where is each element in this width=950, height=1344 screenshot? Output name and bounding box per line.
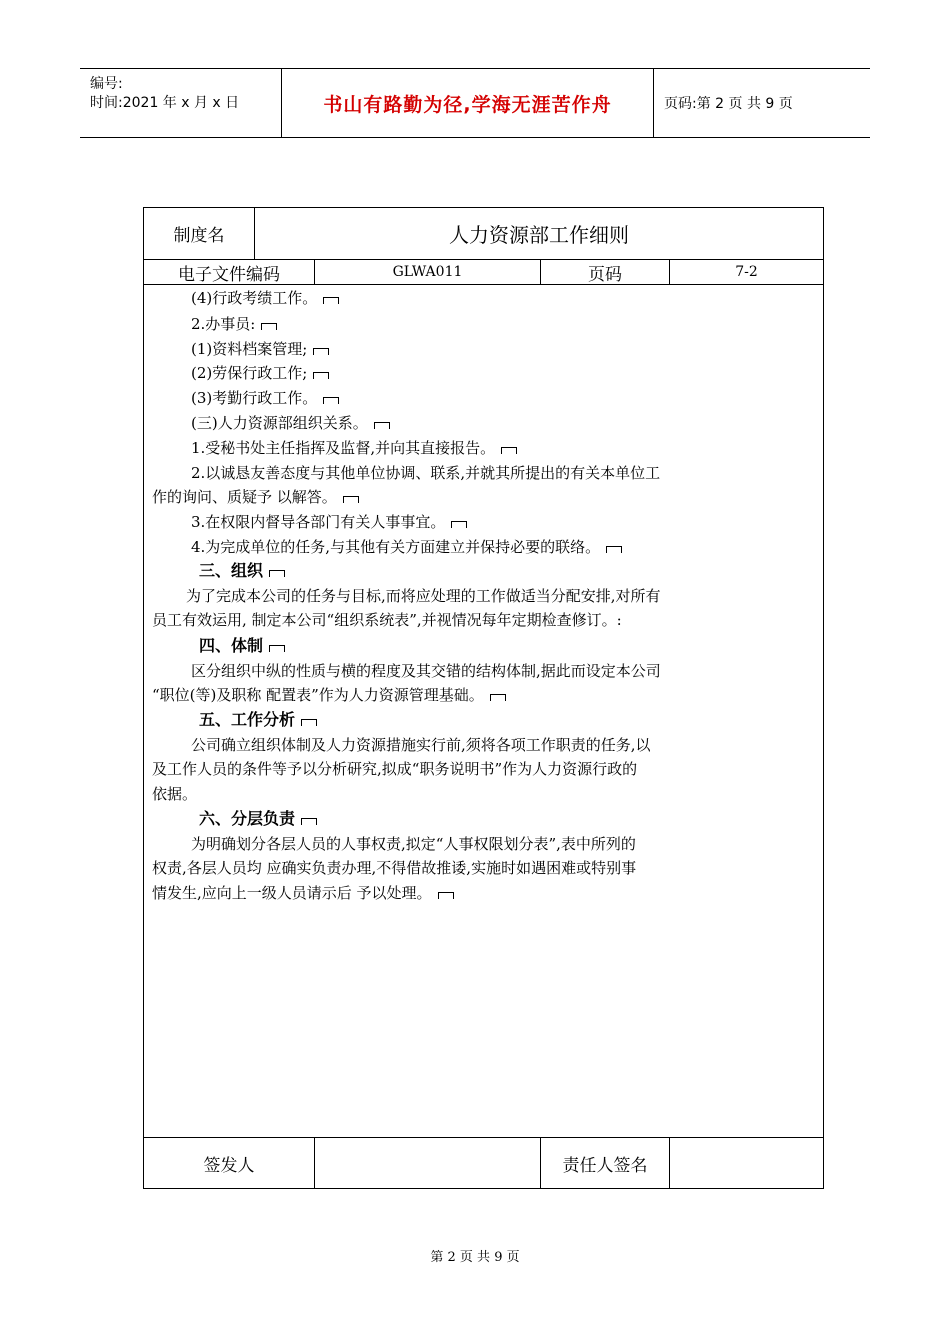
paragraph-mark-icon bbox=[301, 719, 317, 726]
rule-title: 人力资源部工作细则 bbox=[449, 223, 629, 247]
body-line: (1)资料档案管理; bbox=[191, 339, 329, 359]
responsible-signature-field[interactable] bbox=[670, 1138, 823, 1188]
body-line: (2)劳保行政工作; bbox=[191, 363, 329, 383]
signature-row bbox=[144, 1137, 823, 1188]
paragraph-mark-icon bbox=[313, 348, 329, 355]
body-line: 权责,各层人员均 应确实负责办理,不得借故推诿,实施时如遇困难或特别事 bbox=[152, 859, 637, 877]
section-heading: 五、工作分析 bbox=[199, 710, 317, 730]
file-code-value: GLWA011 bbox=[315, 260, 541, 284]
file-code-row bbox=[144, 260, 823, 285]
body-line: 3.在权限内督导各部门有关人事事宜。 bbox=[191, 512, 467, 532]
body-line: 区分组织中纵的性质与横的程度及其交错的结构体制,据此而设定本公司 bbox=[191, 662, 661, 680]
motto: 书山有路勤为径,学海无涯苦作舟 bbox=[323, 93, 612, 116]
section-heading: 三、组织 bbox=[199, 561, 285, 581]
body-line: 2.办事员: bbox=[191, 314, 277, 334]
section-heading: 六、分层负责 bbox=[199, 809, 317, 829]
body-line: 2.以诚恳友善态度与其他单位协调、联系,并就其所提出的有关本单位工 bbox=[191, 464, 661, 482]
section-heading: 四、体制 bbox=[199, 636, 285, 656]
body-line: 情发生,应向上一级人员请示后 予以处理。 bbox=[152, 883, 454, 903]
paragraph-mark-icon bbox=[374, 422, 390, 429]
issuer-field[interactable] bbox=[315, 1138, 541, 1188]
body-line: 1.受秘书处主任指挥及监督,并向其直接报告。 bbox=[191, 438, 517, 458]
paragraph-mark-icon bbox=[323, 297, 339, 304]
body-line: 员工有效运用, 制定本公司“组织系统表”,并视情况每年定期检查修订。: bbox=[152, 611, 622, 629]
number-label: 编号: bbox=[90, 76, 123, 92]
header-meta-cell bbox=[80, 69, 282, 137]
file-code-label: 电子文件编码 bbox=[144, 260, 315, 284]
page-footer: 第 2 页 共 9 页 bbox=[430, 1250, 520, 1265]
body-line: (4)行政考绩工作。 bbox=[191, 288, 339, 308]
header-motto-cell bbox=[282, 69, 654, 137]
rule-name-row bbox=[144, 208, 823, 260]
body-line: 为明确划分各层人员的人事权责,拟定“人事权限划分表”,表中所列的 bbox=[191, 835, 636, 853]
paragraph-mark-icon bbox=[501, 447, 517, 454]
body-line: (三)人力资源部组织关系。 bbox=[191, 413, 390, 433]
paragraph-mark-icon bbox=[438, 892, 454, 899]
paragraph-mark-icon bbox=[269, 645, 285, 652]
body-line: 依据。 bbox=[152, 785, 198, 803]
body-line: 为了完成本公司的任务与目标,而将应处理的工作做适当分配安排,对所有 bbox=[186, 587, 661, 605]
body-line: “职位(等)及职称 配置表”作为人力资源管理基础。 bbox=[152, 685, 506, 705]
paragraph-mark-icon bbox=[323, 397, 339, 404]
page-value: 7-2 bbox=[735, 264, 758, 280]
page-label: 页码 bbox=[541, 260, 670, 284]
document-header bbox=[80, 68, 870, 138]
paragraph-mark-icon bbox=[490, 694, 506, 701]
body-line: 及工作人员的条件等予以分析研究,拟成“职务说明书”作为人力资源行政的 bbox=[152, 760, 638, 778]
paragraph-mark-icon bbox=[451, 521, 467, 528]
header-page-info: 页码:第 2 页 共 9 页 bbox=[664, 96, 793, 112]
paragraph-mark-icon bbox=[313, 372, 329, 379]
body-line: 4.为完成单位的任务,与其他有关方面建立并保持必要的联络。 bbox=[191, 537, 622, 557]
header-page-cell bbox=[654, 69, 870, 137]
paragraph-mark-icon bbox=[261, 323, 277, 330]
paragraph-mark-icon bbox=[301, 818, 317, 825]
body-line: 公司确立组织体制及人力资源措施实行前,须将各项工作职责的任务,以 bbox=[191, 736, 651, 754]
paragraph-mark-icon bbox=[269, 570, 285, 577]
paragraph-mark-icon bbox=[343, 496, 359, 503]
body-line: 作的询问、质疑予 以解答。 bbox=[152, 487, 359, 507]
rule-form-table bbox=[143, 207, 824, 1189]
issuer-label: 签发人 bbox=[144, 1138, 315, 1188]
rule-body bbox=[144, 285, 823, 1138]
date-label: 时间:2021 年 x 月 x 日 bbox=[90, 95, 240, 111]
rule-name-label: 制度名 bbox=[144, 208, 255, 259]
body-line: (3)考勤行政工作。 bbox=[191, 388, 339, 408]
paragraph-mark-icon bbox=[606, 546, 622, 553]
responsible-signature-label: 责任人签名 bbox=[541, 1138, 670, 1188]
